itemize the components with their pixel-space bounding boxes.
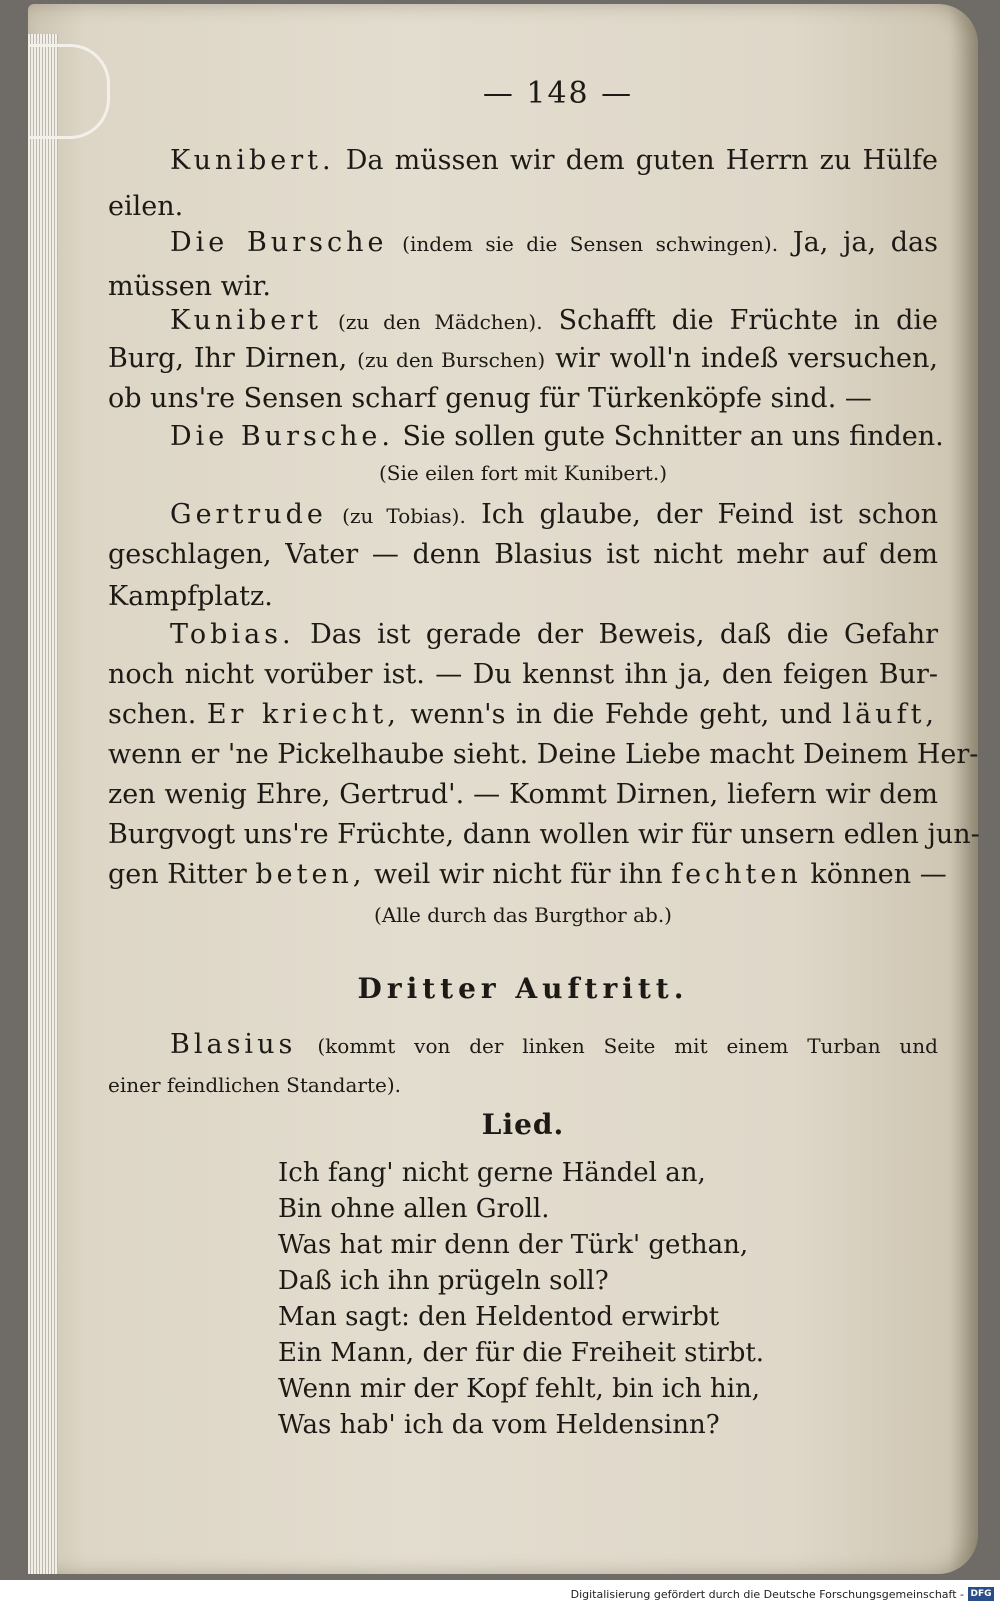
verse-line: Was hab' ich da vom Heldensinn?	[278, 1410, 720, 1440]
scene-heading: Dritter Auftritt.	[357, 972, 689, 1005]
page-edges	[28, 34, 58, 1574]
book-clip	[28, 44, 110, 139]
text-line: Die Bursche. Sie sollen gute Schnitter an uns finden.	[170, 421, 944, 452]
text-line: ob uns're Sensen scharf genug für Türkenköpfe sind. —	[108, 383, 872, 414]
text-line: geschlagen, Vater — denn Blasius ist nicht mehr auf dem	[108, 539, 938, 570]
verse-line: Ich fang' nicht gerne Händel an,	[278, 1158, 706, 1188]
dfg-logo: DFG	[968, 1587, 994, 1601]
text-line: Blasius (kommt von der linken Seite mit einem Turban und	[170, 1029, 938, 1060]
footer-credit: Digitalisierung gefördert durch die Deutsche Forschungsgemeinschaft -	[570, 1588, 964, 1601]
text-line: gen Ritter beten, weil wir nicht für ihn fechten können —	[108, 859, 947, 890]
stage-direction: einer feindlichen Standarte).	[108, 1073, 401, 1097]
verse-line: Was hat mir denn der Türk' gethan,	[278, 1230, 749, 1260]
text-line: Die Bursche (indem sie die Sensen schwingen). Ja, ja, das	[170, 227, 938, 258]
verse-line: Daß ich ihn prügeln soll?	[278, 1266, 609, 1296]
text-line: noch nicht vorüber ist. — Du kennst ihn ja, den feigen Bur-	[108, 659, 938, 690]
text-line: zen wenig Ehre, Gertrud'. — Kommt Dirnen, liefern wir dem	[108, 779, 938, 810]
text-line: wenn er 'ne Pickelhaube sieht. Deine Liebe macht Deinem Her-	[108, 739, 979, 770]
text-line: Burg, Ihr Dirnen, (zu den Burschen) wir woll'n indeß versuchen,	[108, 343, 938, 374]
text-line: Tobias. Das ist gerade der Beweis, daß die Gefahr	[170, 619, 938, 650]
verse-line: Wenn mir der Kopf fehlt, bin ich hin,	[278, 1374, 761, 1404]
text-line: Gertrude (zu Tobias). Ich glaube, der Feind ist schon	[170, 499, 938, 530]
text-line: Burgvogt uns're Früchte, dann wollen wir für unsern edlen jun-	[108, 819, 980, 850]
text-line: Kunibert (zu den Mädchen). Schafft die Früchte in die	[170, 305, 938, 336]
stage-direction: (Alle durch das Burgthor ab.)	[374, 903, 672, 927]
book-page	[28, 4, 978, 1574]
verse-line: Man sagt: den Heldentod erwirbt	[278, 1302, 720, 1332]
footer-bar	[0, 1580, 1000, 1608]
verse-line: Ein Mann, der für die Freiheit stirbt.	[278, 1338, 765, 1368]
song-title: Lied.	[481, 1108, 565, 1141]
stage-direction: (Sie eilen fort mit Kunibert.)	[378, 461, 667, 485]
text-line: Kampfplatz.	[108, 581, 273, 612]
page-number: — 148 —	[482, 76, 634, 111]
text-line: schen. Er kriecht, wenn's in die Fehde geht, und läuft,	[108, 699, 939, 730]
text-line: Kunibert. Da müssen wir dem guten Herrn zu Hülfe	[170, 145, 938, 176]
verse-line: Bin ohne allen Groll.	[278, 1194, 550, 1224]
text-line: eilen.	[108, 191, 184, 222]
text-line: müssen wir.	[108, 271, 271, 302]
